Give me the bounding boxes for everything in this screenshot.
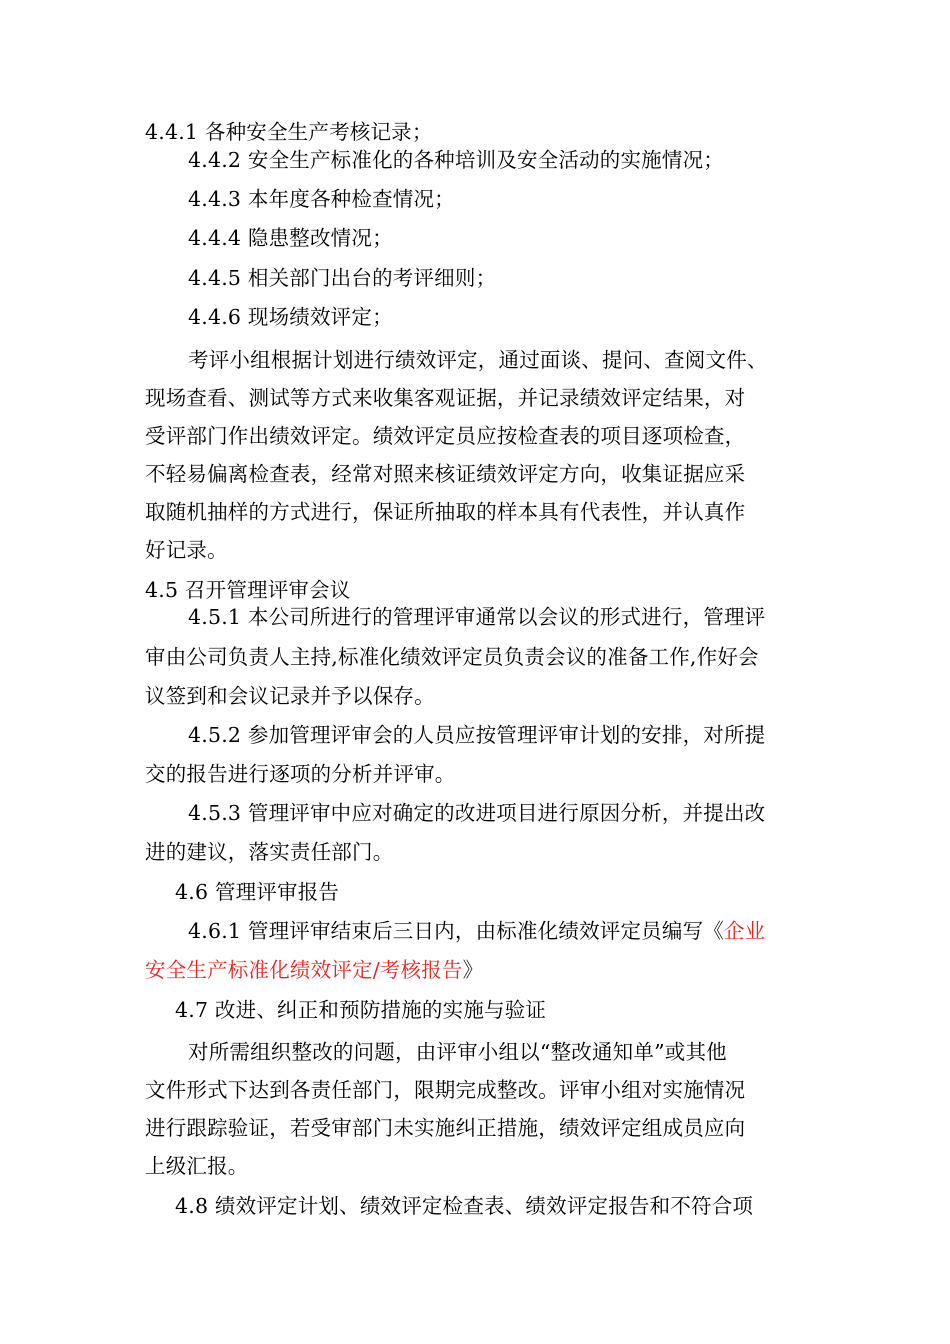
text-line: 上级汇报。	[145, 1154, 249, 1178]
section-heading: 4.6 管理评审报告	[175, 880, 340, 904]
text-line: 4.4.5 相关部门出台的考评细则；	[188, 266, 497, 290]
text-line: 考评小组根据计划进行绩效评定，通过面谈、提问、查阅文件、	[188, 348, 768, 372]
text-line: 4.5.3 管理评审中应对确定的改进项目进行原因分析，并提出改	[188, 801, 766, 825]
text-line: 好记录。	[145, 538, 228, 562]
text-line: 对所需组织整改的问题，由评审小组以“整改通知单”或其他	[188, 1040, 727, 1064]
report-title-highlight: 企业	[723, 919, 766, 943]
text-line: 4.4.6 现场绩效评定；	[188, 305, 393, 329]
text-line: 审由公司负责人主持,标准化绩效评定员负责会议的准备工作,作好会	[145, 645, 759, 669]
text-line: 议签到和会议记录并予以保存。	[145, 684, 435, 708]
text-line: 交的报告进行逐项的分析并评审。	[145, 762, 456, 786]
text-line	[188, 919, 765, 943]
section-heading: 4.7 改进、纠正和预防措施的实施与验证	[175, 998, 547, 1022]
text-line: 4.4.4 隐患整改情况；	[188, 226, 393, 250]
text-line	[145, 958, 483, 982]
text-line: 文件形式下达到各责任部门，限期完成整改。评审小组对实施情况	[145, 1078, 746, 1102]
section-heading: 4.5 召开管理评审会议	[145, 578, 351, 602]
text-line: 取随机抽样的方式进行，保证所抽取的样本具有代表性，并认真作	[145, 500, 746, 524]
text-line: 进行跟踪验证，若受审部门未实施纠正措施，绩效评定组成员应向	[145, 1116, 746, 1140]
text-segment: 4.6.1 管理评审结束后三日内，由标准化绩效评定员编写《	[188, 919, 724, 943]
section-heading: 4.8 绩效评定计划、绩效评定检查表、绩效评定报告和不符合项	[175, 1194, 754, 1218]
text-line: 不轻易偏离检查表，经常对照来核证绩效评定方向，收集证据应采	[145, 462, 746, 486]
text-line: 4.4.3 本年度各种检查情况；	[188, 187, 455, 211]
text-line: 受评部门作出绩效评定。绩效评定员应按检查表的项目逐项检查，	[145, 424, 746, 448]
report-title-highlight: 安全生产标准化绩效评定/考核报告	[145, 958, 463, 982]
text-line: 4.4.2 安全生产标准化的各种培训及安全活动的实施情况；	[188, 148, 724, 172]
text-line: 4.5.1 本公司所进行的管理评审通常以会议的形式进行，管理评	[188, 605, 766, 629]
text-segment: 》	[462, 958, 484, 982]
text-line: 4.5.2 参加管理评审会的人员应按管理评审计划的安排，对所提	[188, 723, 766, 747]
text-line: 进的建议，落实责任部门。	[145, 840, 394, 864]
text-line: 4.4.1 各种安全生产考核记录；	[145, 120, 433, 144]
text-line: 现场查看、测试等方式来收集客观证据，并记录绩效评定结果，对	[145, 386, 746, 410]
